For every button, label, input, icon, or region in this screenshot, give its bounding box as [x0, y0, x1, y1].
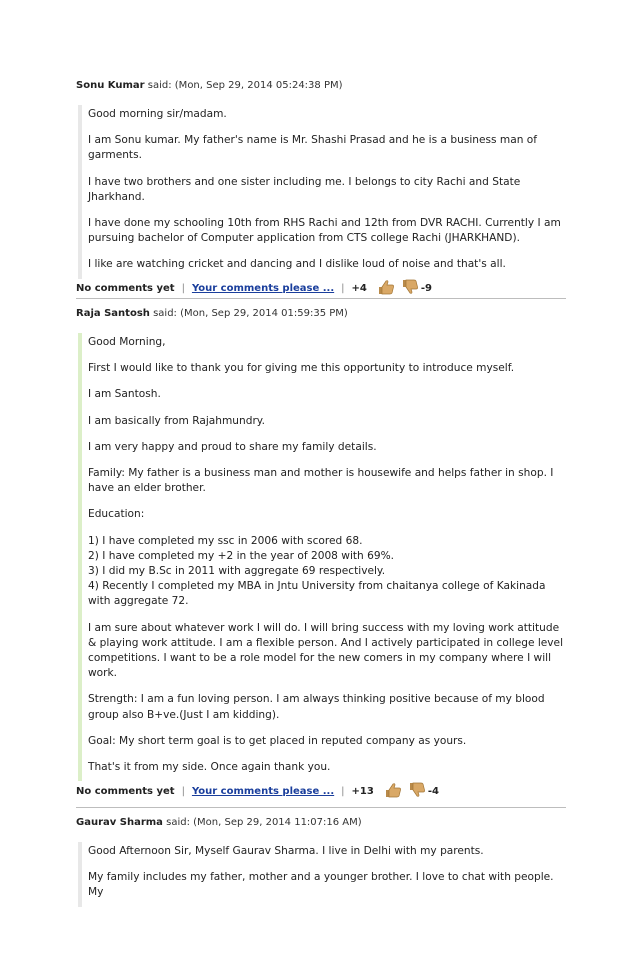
comment-meta-bar	[76, 783, 566, 799]
comment-sonu-kumar	[76, 80, 566, 297]
comment-paragraph: That's it from my side. Once again thank you.	[88, 761, 331, 774]
comment-paragraph: First I would like to thank you for giving me this opportunity to introduce myself.	[88, 362, 515, 375]
comment-date: said: (Mon, Sep 29, 2014 05:24:38 PM)	[144, 80, 343, 91]
comment-header	[76, 308, 566, 319]
upvote-count: +4	[351, 283, 367, 295]
comment-paragraph: Good Afternoon Sir, Myself Gaurav Sharma. I live in Delhi with my parents.	[88, 845, 484, 857]
comment-paragraph: Goal: My short term goal is to get placed in reputed company as yours.	[88, 734, 467, 747]
your-comments-link[interactable]: Your comments please ...	[191, 283, 335, 295]
comment-header	[76, 817, 566, 828]
thumbs-down-icon[interactable]	[401, 279, 419, 298]
comment-paragraph: Good morning sir/madam.	[88, 108, 227, 120]
comment-paragraph: Good Morning,	[88, 336, 166, 348]
thumbs-up-icon[interactable]	[377, 279, 395, 298]
comment-paragraph: My family includes my father, mother and a younger brother. I love to chat with people. My	[88, 871, 554, 899]
comment-paragraph: Education:	[88, 508, 145, 521]
comment-divider	[76, 298, 566, 299]
downvote-count: -9	[420, 283, 432, 295]
comment-paragraph: I am Santosh.	[88, 388, 161, 401]
thumbs-up-icon[interactable]	[384, 782, 402, 801]
comment-paragraph: I am very happy and proud to share my family details.	[88, 440, 377, 453]
education-list: 1) I have completed my ssc in 2006 with scored 68. 2) I have completed my +2 in the year of 2008 with 69%. 3) I did my B.Sc in 2011 with aggregate 69 respectively. 4) Recently I completed my MBA in Jntu University from chaitanya college of Kakinada with aggregate 72.	[88, 534, 546, 608]
comment-gaurav-sharma	[76, 817, 566, 907]
no-comments-label: No comments yet	[76, 283, 175, 295]
comment-body	[78, 105, 566, 279]
your-comments-link[interactable]: Your comments please ...	[191, 785, 335, 797]
comment-paragraph: I am Sonu kumar. My father's name is Mr. Shashi Prasad and he is a business man of garments.	[88, 134, 538, 162]
author-name: Sonu Kumar	[76, 80, 145, 91]
comment-paragraph: Strength: I am a fun loving person. I am always thinking positive because of my blood group also B+ve.(Just I am kidding).	[88, 693, 545, 721]
separator: |	[181, 785, 185, 797]
comment-meta-bar	[76, 281, 566, 297]
author-name: Gaurav Sharma	[76, 817, 163, 828]
comment-paragraph: I like are watching cricket and dancing and I dislike loud of noise and that's all.	[88, 258, 506, 271]
comment-body	[78, 333, 566, 781]
no-comments-label: No comments yet	[76, 785, 175, 797]
comment-paragraph: I have two brothers and one sister including me. I belongs to city Rachi and State Jharkhand.	[88, 175, 521, 203]
comment-divider	[76, 807, 566, 808]
comment-date: said: (Mon, Sep 29, 2014 11:07:16 AM)	[162, 817, 362, 828]
comment-header	[76, 80, 566, 91]
author-name: Raja Santosh	[76, 308, 150, 319]
separator: |	[341, 283, 345, 295]
downvote-count: -4	[427, 785, 439, 797]
comment-paragraph: Family: My father is a business man and mother is housewife and helps father in shop. I have an elder brother.	[88, 467, 554, 495]
comment-paragraph: I am basically from Rajahmundry.	[88, 414, 265, 427]
upvote-count: +13	[351, 785, 374, 797]
comment-paragraph: I am sure about whatever work I will do. I will bring success with my loving work attitude & playing work attitude. I am a flexible person. And I actively participated in college level competitions. I want to be a role model for the new comers in my company where I will work.	[88, 621, 564, 680]
comment-date: said: (Mon, Sep 29, 2014 01:59:35 PM)	[149, 308, 348, 319]
comment-paragraph: I have done my schooling 10th from RHS Rachi and 12th from DVR RACHI. Currently I am pursuing bachelor of Computer application from CTS college Rachi (JHARKHAND).	[88, 217, 561, 245]
thumbs-down-icon[interactable]	[408, 782, 426, 801]
separator: |	[181, 283, 185, 295]
comment-body	[78, 842, 566, 907]
comment-raja-santosh	[76, 308, 566, 799]
separator: |	[341, 785, 345, 797]
